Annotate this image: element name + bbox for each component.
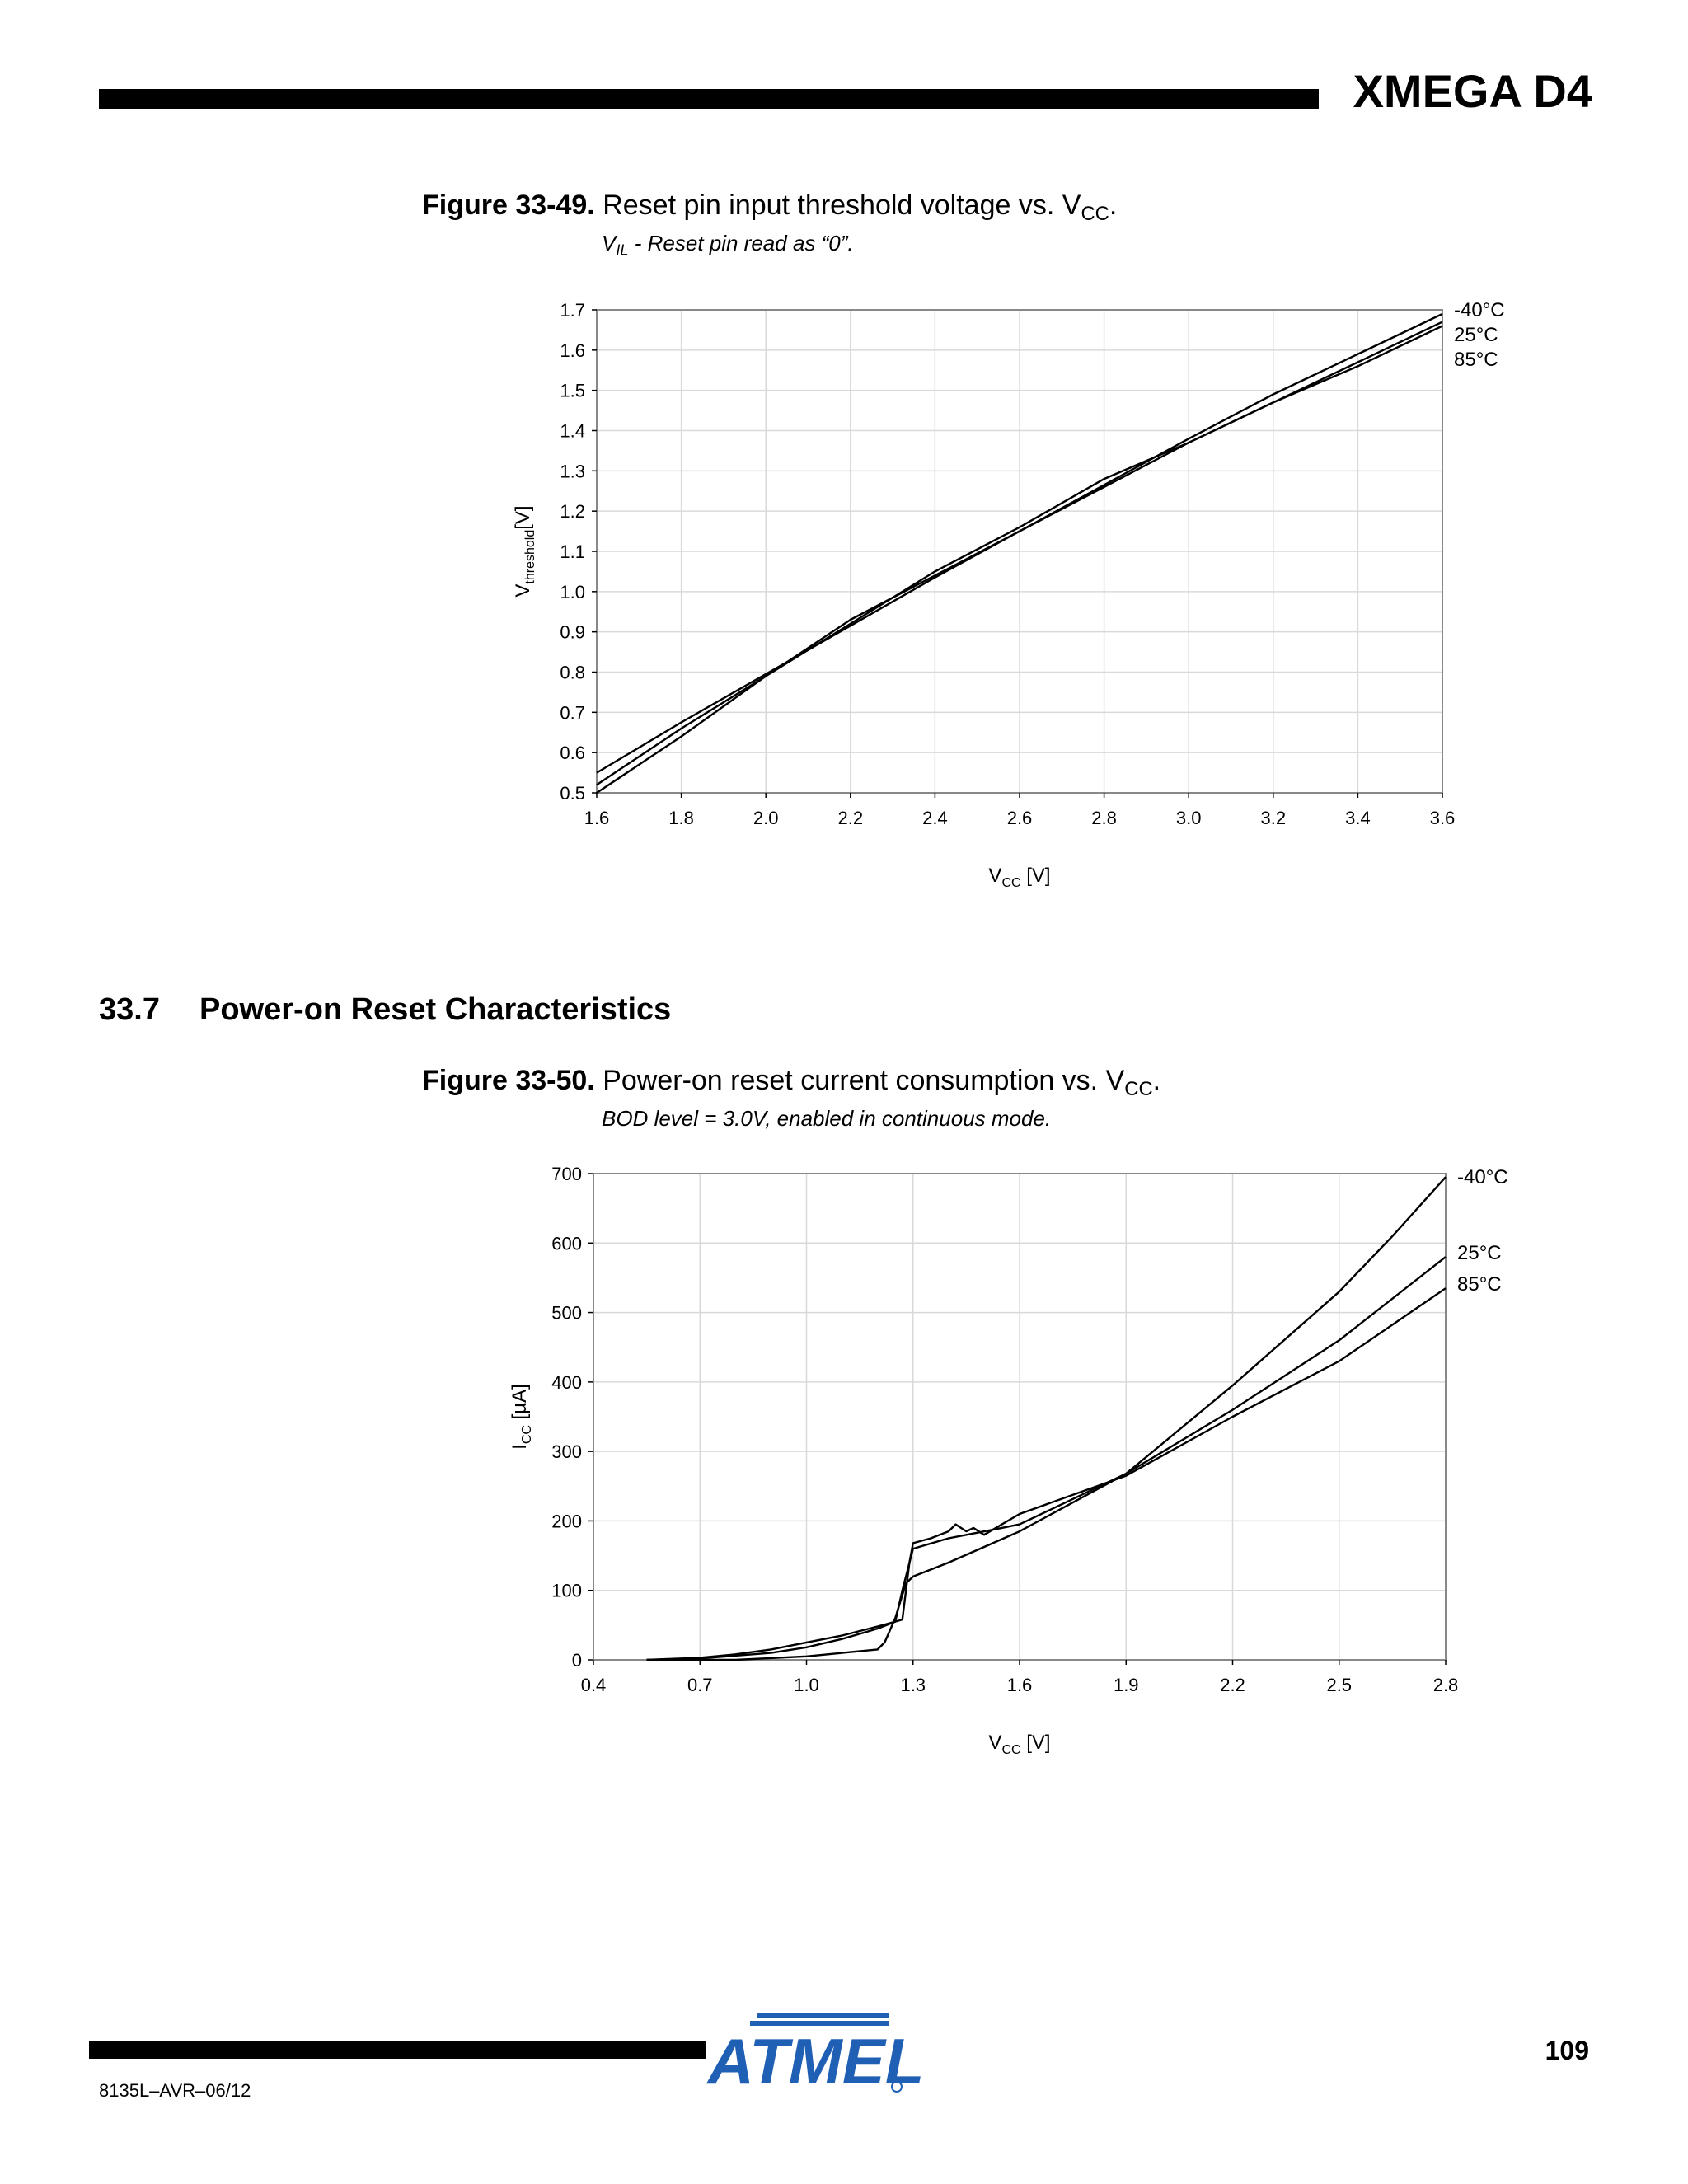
chart1-series-label-2: 85°C xyxy=(1454,349,1498,371)
chart1-series-label-0: -40°C xyxy=(1454,299,1505,321)
chart1-xtick-1: 1.8 xyxy=(668,808,694,828)
chart2-series-line-2 xyxy=(647,1288,1446,1660)
chart1-ylabel: $V_{threshold}[V]$ xyxy=(512,505,537,598)
figure2-caption-sub: CC xyxy=(1124,1078,1153,1101)
chart1-xtick-8: 3.2 xyxy=(1260,808,1287,828)
chart2-ytick-6: 600 xyxy=(551,1233,582,1254)
chart1-xtick-5: 2.6 xyxy=(1006,808,1033,828)
chart2-ytick-1: 100 xyxy=(551,1580,582,1601)
figure1-number: Figure 33-49. xyxy=(422,190,595,221)
chart1-xtick-4: 2.4 xyxy=(922,808,948,828)
figure1-caption-end: . xyxy=(1109,190,1118,221)
chart1-ytick-4: 0.9 xyxy=(560,621,585,643)
chart1-ytick-6: 1.1 xyxy=(560,541,585,562)
chart2-ytick-4: 400 xyxy=(551,1371,582,1393)
chart1-xtick-2: 2.0 xyxy=(753,808,779,828)
chart1-ytick-0: 0.5 xyxy=(560,783,585,804)
chart1-ytick-7: 1.2 xyxy=(560,501,585,523)
footer-rule xyxy=(89,2041,706,2059)
chart1-ytick-2: 0.7 xyxy=(560,702,585,724)
chart2-xtick-2: 1.0 xyxy=(794,1675,819,1695)
figure2-subtitle: BOD level = 3.0V, enabled in continuous mode. xyxy=(602,1106,1052,1131)
figure1-subtitle-v: V xyxy=(602,231,617,255)
chart2-ytick-0: 0 xyxy=(571,1650,582,1671)
atmel-logo xyxy=(707,2011,925,2097)
section-number: 33.7 xyxy=(99,992,160,1027)
figure1-subtitle-sub: IL xyxy=(616,241,629,259)
chart1-ytick-8: 1.3 xyxy=(560,461,585,482)
header-title: XMEGA D4 xyxy=(1353,65,1592,117)
chart1-xtick-9: 3.4 xyxy=(1345,808,1371,828)
figure2-number: Figure 33-50. xyxy=(422,1065,595,1096)
chart1-ytick-3: 0.8 xyxy=(560,662,585,683)
chart1-series-label-1: 25°C xyxy=(1454,324,1498,346)
chart2-series-label-2: 85°C xyxy=(1457,1273,1502,1296)
chart1-ytick-12: 1.7 xyxy=(560,300,585,321)
chart2-xtick-5: 1.9 xyxy=(1113,1675,1139,1695)
chart1-ytick-11: 1.6 xyxy=(560,340,585,361)
figure1-caption-text: Reset pin input threshold voltage vs. V xyxy=(603,190,1081,221)
chart2-xtick-3: 1.3 xyxy=(900,1675,926,1695)
chart2-series-line-1 xyxy=(647,1257,1446,1660)
figure2-caption-text: Power-on reset current consumption vs. V xyxy=(603,1065,1125,1096)
chart1-xtick-0: 1.6 xyxy=(584,808,610,828)
chart2-ytick-5: 500 xyxy=(551,1302,582,1324)
chart1-xtick-10: 3.6 xyxy=(1429,808,1456,828)
chart1-xtick-3: 2.2 xyxy=(837,808,864,828)
chart1-xlabel: $V_{CC}$ [V] xyxy=(988,865,1051,890)
chart2-xtick-8: 2.8 xyxy=(1432,1675,1459,1695)
figure1-caption-sub: CC xyxy=(1081,203,1109,226)
chart2-xtick-1: 0.7 xyxy=(687,1675,713,1695)
section-title: Power-on Reset Characteristics xyxy=(199,992,672,1027)
chart1-xtick-7: 3.0 xyxy=(1175,808,1202,828)
chart2-xtick-4: 1.6 xyxy=(1006,1675,1033,1695)
document-code: 8135L–AVR–06/12 xyxy=(99,2080,251,2101)
chart2-xtick-0: 0.4 xyxy=(580,1675,607,1695)
chart1-ytick-9: 1.4 xyxy=(560,420,585,442)
chart2-ylabel: $I_{CC}$ [µA] xyxy=(509,1384,534,1450)
chart2-series-label-0: -40°C xyxy=(1457,1166,1508,1188)
chart1-ytick-10: 1.5 xyxy=(560,380,585,401)
chart2-xlabel: $V_{CC}$ [V] xyxy=(988,1732,1051,1757)
chart1-ytick-1: 0.6 xyxy=(560,743,585,764)
chart2-ytick-3: 300 xyxy=(551,1441,582,1463)
chart2-ytick-7: 700 xyxy=(551,1164,582,1184)
chart2-series-line-0 xyxy=(647,1177,1446,1660)
chart2-xtick-6: 2.2 xyxy=(1220,1675,1245,1695)
page-number: 109 xyxy=(1545,2036,1589,2065)
chart2-ytick-2: 200 xyxy=(551,1511,582,1532)
figure2-caption-end: . xyxy=(1152,1065,1161,1096)
chart2-series-label-1: 25°C xyxy=(1457,1242,1502,1264)
chart1-ytick-5: 1.0 xyxy=(560,581,585,602)
logo-text: ATMEL xyxy=(707,2025,925,2097)
chart1-xtick-6: 2.8 xyxy=(1091,808,1117,828)
figure1-subtitle-rest: - Reset pin read as “0”. xyxy=(628,231,854,255)
chart2-xtick-7: 2.5 xyxy=(1326,1675,1353,1695)
